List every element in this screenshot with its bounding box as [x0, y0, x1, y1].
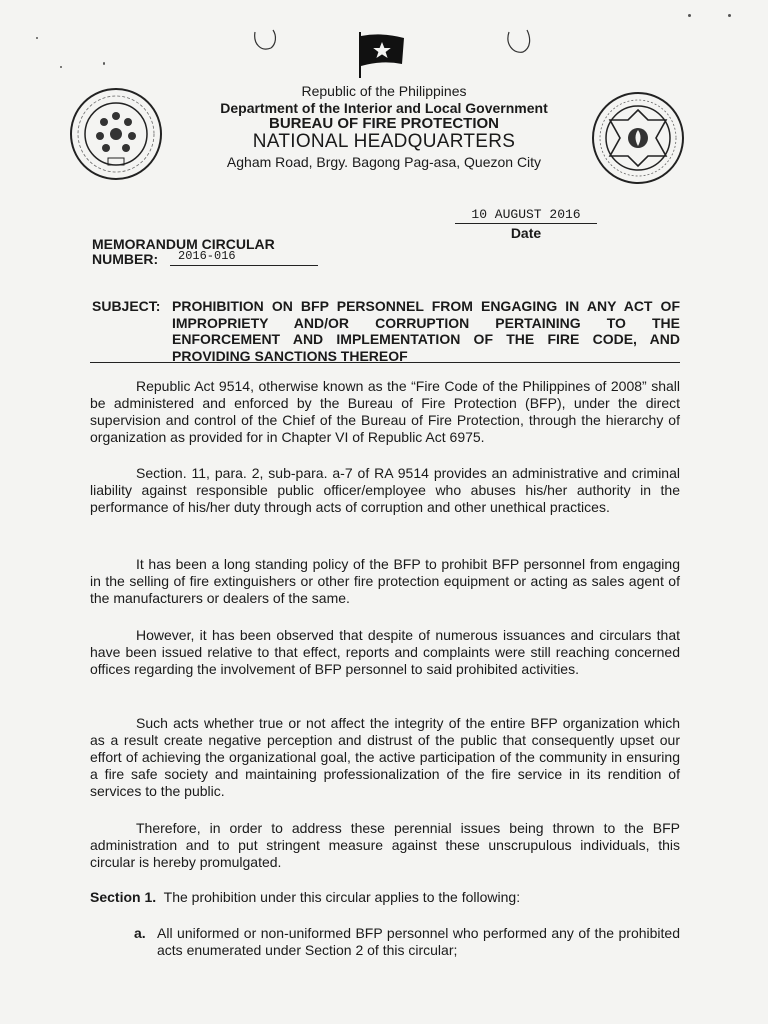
letterhead-bureau: BUREAU OF FIRE PROTECTION [268, 115, 499, 132]
subject-divider [90, 362, 680, 363]
body-paragraph-3: It has been a long standing policy of the BFP to prohibit BFP personnel from engaging in the selling of fire extinguishers or other fire protection equipment or acting as sales agent of the manufacturers or dealers of the same. [90, 556, 680, 606]
body-paragraph-2: Section. 11, para. 2, sub-para. a-7 of RA 9514 provides an administrative and criminal liability against responsible public officer/employee who abuses his/her authority in the performance of his/her duty through acts of corruption and other unethical practices. [90, 465, 680, 515]
list-item-text: All uniformed or non-uniformed BFP personnel who performed any of the prohibited acts enumerated under Section 2 of this circular; [157, 925, 680, 958]
letterhead-address: Agham Road, Brgy. Bagong Pag-asa, Quezon City [226, 154, 542, 170]
body-paragraph-4: However, it has been observed that despite of numerous issuances and circulars that have been issued relative to that effect, reports and complaints were still reaching concerned offices regarding the involvement of BFP personnel to said prohibited activities. [90, 627, 680, 677]
letterhead-office: NATIONAL HEADQUARTERS [252, 131, 516, 152]
letterhead-department: Department of the Interior and Local Government [220, 100, 548, 116]
section-1-label: Section 1. [90, 889, 157, 905]
memo-number-label: NUMBER: [92, 251, 159, 267]
memo-type: MEMORANDUM CIRCULAR [92, 236, 275, 252]
memo-date-label: Date [510, 225, 542, 241]
subject-text: PROHIBITION ON BFP PERSONNEL FROM ENGAGING IN ANY ACT OF IMPROPRIETY AND/OR CORRUPTION PERTAINING TO THE ENFORCEMENT AND IMPLEMENTATION OF THE FIRE CODE, AND PROVIDING SANCTIONS THEREOF [172, 298, 680, 364]
philippine-flag-icon [352, 30, 408, 80]
scan-speck [36, 37, 38, 39]
subject-label: SUBJECT: [92, 298, 161, 314]
scan-speck [728, 14, 731, 17]
section-1-text: The prohibition under this circular applies to the following: [163, 889, 521, 905]
body-paragraph-1: Republic Act 9514, otherwise known as the “Fire Code of the Philippines of 2008” shall be administered and enforced by the Bureau of Fire Protection (BFP), under the direct supervision and control of the Chief of the Bureau of Fire Protection, through the hierarchy of organization as provided for in Chapter VI of Republic Act 6975. [90, 378, 680, 445]
scan-speck [60, 66, 62, 68]
punch-hole-left [249, 26, 279, 56]
memo-number: 2016-016 [170, 249, 318, 266]
scan-speck [688, 14, 691, 17]
body-paragraph-5: Such acts whether true or not affect the integrity of the entire BFP organization which as a result create negative perception and distrust of the public that consequently upset our effort of achieving the organizational goal, the active participation of the community in ensuring a fire safe society and maintaining professionalization of the fire service in its rendition of services to the public. [90, 715, 680, 799]
letterhead-republic: Republic of the Philippines [301, 83, 467, 99]
scan-speck [103, 62, 105, 65]
punch-hole-right [503, 26, 533, 60]
list-item-letter: a. [134, 925, 146, 941]
body-paragraph-6: Therefore, in order to address these perennial issues being thrown to the BFP administration and to put stringent measure against these unscrupulous individuals, this circular is hereby promulgated. [90, 820, 680, 870]
memo-date-value: 10 AUGUST 2016 [455, 207, 597, 224]
section-1 [90, 889, 520, 905]
